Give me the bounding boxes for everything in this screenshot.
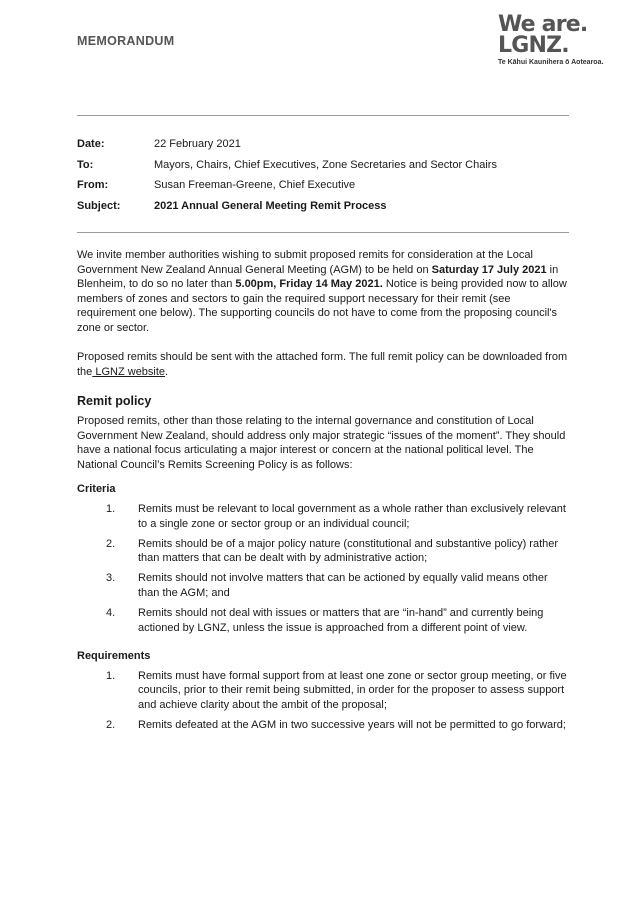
logo-line-2: LGNZ. (498, 33, 569, 58)
to-row (77, 159, 569, 180)
subject-value: 2021 Annual General Meeting Remit Process (154, 200, 387, 213)
item-text: Remits should not involve matters that can be actioned by equally valid means other than the AGM; and (138, 572, 548, 599)
item-number: 4. (106, 606, 116, 619)
logo-line-1: We are. (498, 12, 588, 37)
header-top-divider (77, 115, 569, 116)
intro-text-3: Notice is being provided now to allow members of zones and sectors to gain the required support necessary for their remit (see requirement one below). The supporting councils do not have to come from the proposing council's zone or sector. (77, 278, 567, 334)
subject-row (77, 200, 569, 221)
list-item (77, 669, 571, 713)
subject-label: Subject: (77, 200, 121, 213)
from-row (77, 179, 569, 200)
criteria-heading: Criteria (77, 483, 116, 496)
item-number: 1. (106, 669, 116, 682)
item-number: 2. (106, 719, 116, 732)
intro-text-1: We invite member authorities wishing to submit proposed remits for consideration at the Local Government New Zealand Annual General Meeting (AGM) to be held on (77, 249, 533, 276)
intro-text-2: in Blenheim, to do so no later than (77, 263, 559, 291)
to-value: Mayors, Chairs, Chief Executives, Zone Secretaries and Sector Chairs (154, 158, 497, 171)
criteria-list (77, 502, 571, 635)
from-value: Susan Freeman-Greene, Chief Executive (154, 179, 356, 192)
item-text: Remits must have formal support from at least one zone or sector group meeting, or five councils, prior to their remit being submitted, in order for the proposer to assess support and achieve clarity about the ambit of the proposal; (138, 669, 567, 711)
item-number: 1. (106, 502, 116, 515)
to-label: To: (77, 158, 94, 171)
from-label: From: (77, 179, 109, 192)
requirements-heading: Requirements (77, 650, 151, 663)
download-text-end: . (165, 365, 169, 378)
memo-header (77, 138, 569, 221)
item-text: Remits should not deal with issues or matters that are “in-hand” and currently being actioned by LGNZ, unless the issue is approached from a different point of view. (138, 606, 544, 634)
submission-deadline: 5.00pm, Friday 14 May 2021. (235, 278, 383, 291)
item-text: Remits must be relevant to local government as a whole rather than exclusively relevant to a single zone or sector group or an individual council; (138, 502, 566, 530)
item-text: Remits defeated at the AGM in two successive years will not be permitted to go forward; (138, 719, 566, 732)
download-paragraph (77, 350, 571, 379)
document-type-label: MEMORANDUM (77, 34, 175, 48)
list-item (77, 718, 571, 733)
list-item (77, 537, 571, 566)
header-bottom-divider (77, 232, 569, 233)
policy-intro: Proposed remits, other than those relating to the internal governance and constitution of Local Government New Zealand, should address only major strategic “issues of the moment”. They should have a national focus articulating a major interest or concern at the national political level. The National Council’s Remits Screening Policy is as follows: (77, 414, 566, 471)
agm-date: Saturday 17 July 2021 (431, 263, 547, 276)
lgnz-logo (498, 14, 620, 66)
download-text: Proposed remits should be sent with the attached form. The full remit policy can be downloaded from the (77, 351, 568, 378)
item-text: Remits should be of a major policy nature (constitutional and substantive policy) rather than matters that can be dealt with by administrative action; (138, 537, 559, 565)
lgnz-website-link[interactable]: LGNZ website (92, 365, 166, 378)
list-item (77, 606, 571, 635)
date-label: Date: (77, 138, 105, 150)
remit-policy-heading: Remit policy (77, 394, 152, 409)
list-item (77, 502, 571, 531)
item-number: 3. (106, 572, 116, 585)
requirements-list (77, 669, 571, 733)
logo-tagline: Te Kāhui Kaunihera ō Aotearoa. (498, 59, 604, 66)
memo-body (77, 248, 571, 738)
date-value: 22 February 2021 (154, 138, 241, 150)
intro-paragraph (77, 248, 571, 336)
date-row (77, 138, 569, 159)
item-number: 2. (106, 537, 116, 550)
list-item (77, 571, 571, 600)
